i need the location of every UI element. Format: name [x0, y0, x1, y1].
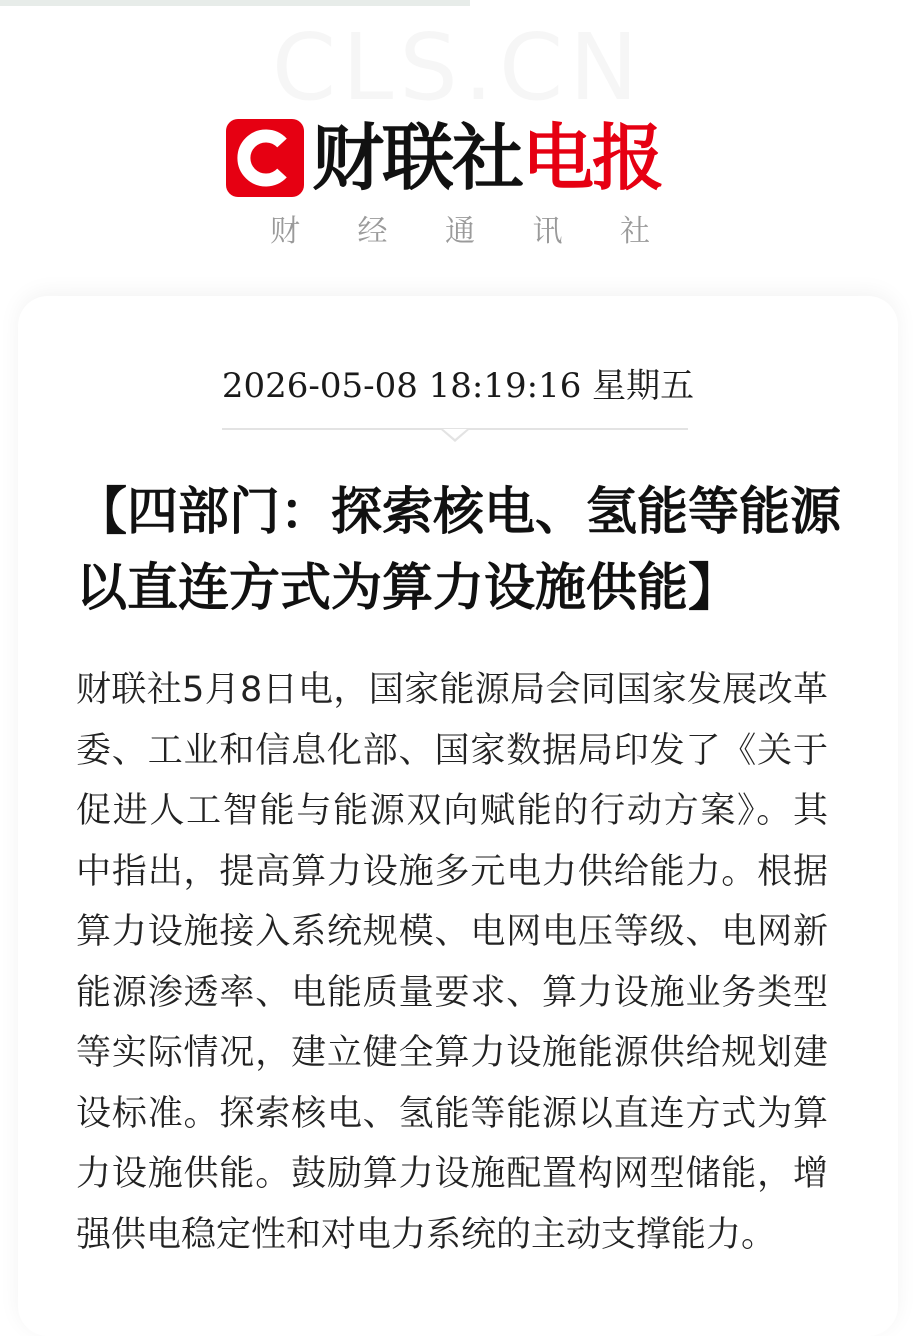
brand-name: 财联社	[312, 116, 523, 200]
subtitle-char: 讯	[532, 214, 563, 249]
watermark	[0, 22, 916, 114]
subtitle-char: 财	[270, 214, 300, 249]
brand-header	[226, 116, 662, 200]
subtitle-char: 通	[445, 214, 475, 249]
brand-accent: 电报	[522, 116, 663, 200]
brand-subtitle	[270, 212, 650, 252]
article-datetime: 2026-05-08 18:19:16 星期五	[221, 366, 695, 406]
cls-c-logo-icon	[226, 119, 304, 197]
top-edge-strip	[0, 0, 470, 6]
article-body: 财联社5月8日电，国家能源局会同国家发展改革委、工业和信息化部、国家数据局印发了《关于促进人工智能与能源双向赋能的行动方案》。其中指出，提高算力设施多元电力供给能力。根据算力设施接入系统规模、电网电压等级、电网新能源渗透率、电能质量要求、算力设施业务类型等实际情况，建立健全算力设施能源供给规划建设标准。探索核电、氢能等能源以直连方式为算力设施供能。鼓励算力设施配置构网型储能，增强供电稳定性和对电力系统的主动支撑能力。	[76, 670, 828, 1255]
article-headline: 【四部门：探索核电、氢能等能源以直连方式为算力设施供能】	[76, 482, 842, 618]
subtitle-char: 经	[357, 214, 388, 249]
divider-notch-fill	[443, 429, 467, 439]
subtitle-char: 社	[620, 214, 650, 249]
